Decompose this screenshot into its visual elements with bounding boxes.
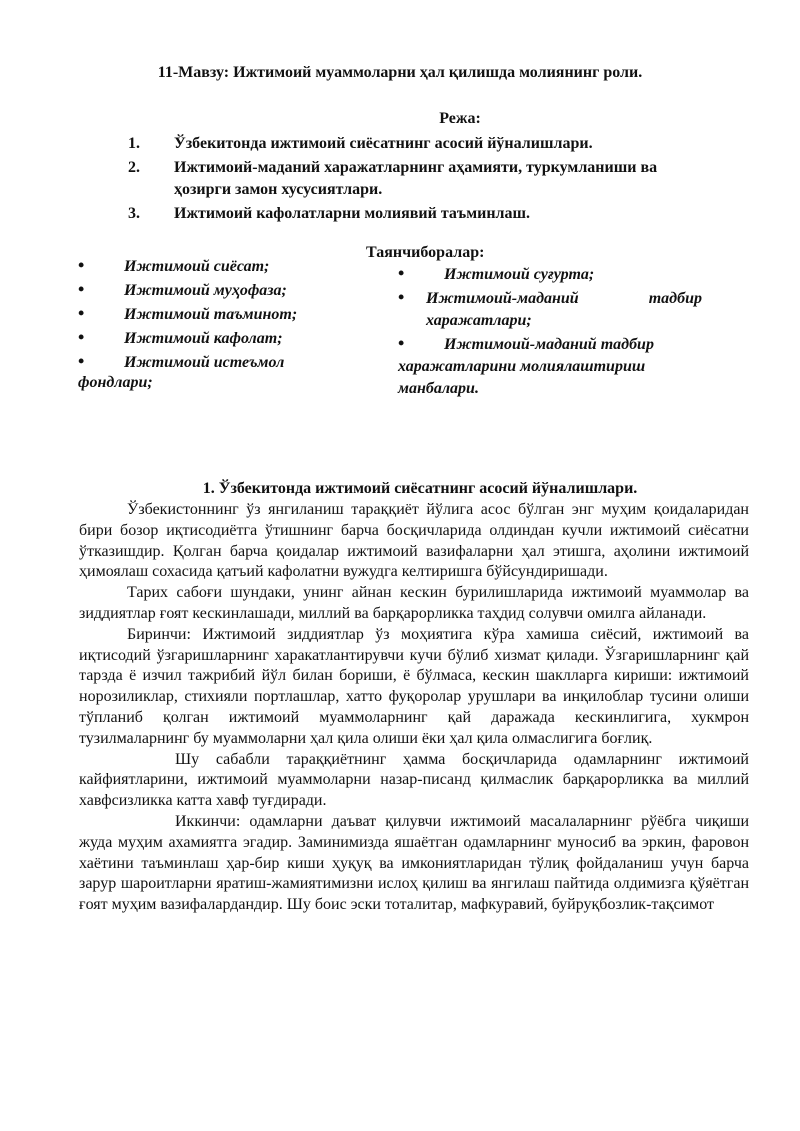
bullet-icon: •	[78, 351, 85, 371]
plan-item	[128, 157, 708, 201]
keyword-text: Ижтимоий-маданий	[426, 290, 579, 307]
page-title: 11-Мавзу: Ижтимоий муаммоларни ҳал қилишда молиянинг роли.	[157, 64, 643, 81]
bullet-icon: •	[78, 279, 85, 299]
keyword-text: харажатларини молиялаштириш	[398, 358, 646, 375]
plan-heading: Режа:	[439, 110, 481, 127]
keyword-item	[78, 352, 368, 374]
keyword-item	[398, 288, 702, 332]
plan-item-text: Ўзбекитонда ижтимоий сиёсатнинг асосий йўналишлари.	[174, 135, 593, 152]
keywords-left-list	[78, 256, 368, 392]
bullet-icon: •	[78, 303, 85, 323]
keyword-text: манбалари.	[398, 380, 479, 397]
bullet-icon: •	[398, 287, 405, 307]
keyword-text: Ижтимоий сиёсат;	[124, 258, 270, 275]
section-heading: 1. Ўзбекитонда ижтимоий сиёсатнинг асосий йўналишлари.	[202, 480, 638, 497]
plan-item	[128, 133, 708, 155]
section-body	[79, 500, 749, 916]
plan-item-text: Ижтимоий кафолатларни молиявий таъминлаш.	[174, 205, 531, 222]
paragraph: Ўзбекистоннинг ўз янгиланиш тараққиёт йўлига асос бўлган энг муҳим қоидаларидан бири бозор иқтисодиётга ўтишнинг барча босқичларида олдиндан кучли ижтимоий сиёсатни ўтказишдир. Қолган барча қоидалар ижтимоий вазифаларни ҳал этишга, аҳолини ижтимоий ҳимоялаш сохасида қатъий кафолатни вужудга келтиришга бўйсундиришади.	[79, 501, 749, 581]
keyword-text: Ижтимоий муҳофаза;	[124, 282, 287, 299]
keyword-item	[78, 328, 368, 350]
keywords-right-list	[398, 264, 702, 400]
keyword-text: харажатлари;	[426, 312, 532, 329]
keyword-item	[78, 280, 368, 302]
paragraph: Иккинчи: одамларни даъват қилувчи ижтимоий масалаларнинг рўёбга чиқиши жуда муҳим ахамиятга эгадир. Заминимизда яшаётган одамларнинг муносиб ва эркин, фаровон хаётини таъминлаш ҳар-бир киши ҳуқуқ ва имкониятларидан тўлиқ фойдаланиш учун барча зарур шароитларни яратиш-жамиятимизни ислоҳ қилиш ва янгилаш пайтида олдимизга қўяётган ғоят муҳим вазифалардандир. Шу боис эски тоталитар, мафкуравий, буйруқбозлик-тақсимот	[79, 812, 749, 914]
paragraph: Биринчи: Ижтимоий зиддиятлар ўз моҳиятига кўра хамиша сиёсий, ижтимоий ва иқтисодий ўзгаришларнинг харакатлантирувчи кучи бўлиб хизмат қилади. Ўзгаришларнинг қай тарзда ё изчил тажрибий йўл билан бориши, ё бўлмаса, кескин шаклларга кириши: ижтимоий норозиликлар, стихияли портлашлар, хатто фуқоролар урушлари ва инқилоблар тусини олиши тўпланиб қолган ижтимоий муаммоларнинг қай даражада кескинлигига, хукмрон тузилмаларнинг бу муаммоларни ҳал қила олиши ёки ҳал қила олмаслигига боғлиқ.	[79, 625, 749, 747]
keyword-text: Ижтимоий суғурта;	[444, 266, 595, 283]
paragraph: Шу сабабли тараққиётнинг ҳамма босқичларида одамларнинг ижтимоий кайфиятларини, ижтимоий муаммоларни назар-писанд қилмаслик барқарорликка ва миллий хавфсизликка катта хавф туғдиради.	[79, 750, 749, 810]
paragraph: Тарих сабоғи шундаки, унинг айнан кескин бурилишларида ижтимоий муаммолар ва зиддиятлар ғоят кескинлашади, миллий ва барқарорликка таҳдид солувчи омилга айланади.	[79, 584, 749, 622]
keyword-text: Ижтимоий таъминот;	[124, 306, 298, 323]
keyword-text: Ижтимоий кафолат;	[124, 330, 283, 347]
keyword-text-continuation: фондлари;	[78, 374, 153, 391]
plan-item-number: 1.	[128, 135, 140, 152]
keyword-item	[78, 304, 368, 326]
plan-item	[128, 203, 708, 225]
plan-item-number: 2.	[128, 159, 140, 176]
keyword-item	[398, 264, 702, 286]
plan-item-text: Ижтимоий-маданий харажатларнинг аҳамияти, туркумланиши ва ҳозирги замон хусусиятлари.	[174, 159, 658, 198]
bullet-icon: •	[398, 263, 405, 283]
plan-list	[128, 133, 708, 227]
keyword-text: Ижтимоий-маданий тадбир	[444, 336, 654, 353]
keyword-item	[78, 256, 368, 278]
bullet-icon: •	[78, 327, 85, 347]
keyword-item	[398, 334, 702, 400]
bullet-icon: •	[78, 255, 85, 275]
keyword-text: тадбир	[648, 290, 702, 307]
keywords-heading: Таянчиборалар:	[366, 244, 485, 261]
keyword-text: Ижтимоий истеъмол	[124, 354, 285, 371]
plan-item-number: 3.	[128, 205, 140, 222]
bullet-icon: •	[398, 333, 405, 353]
